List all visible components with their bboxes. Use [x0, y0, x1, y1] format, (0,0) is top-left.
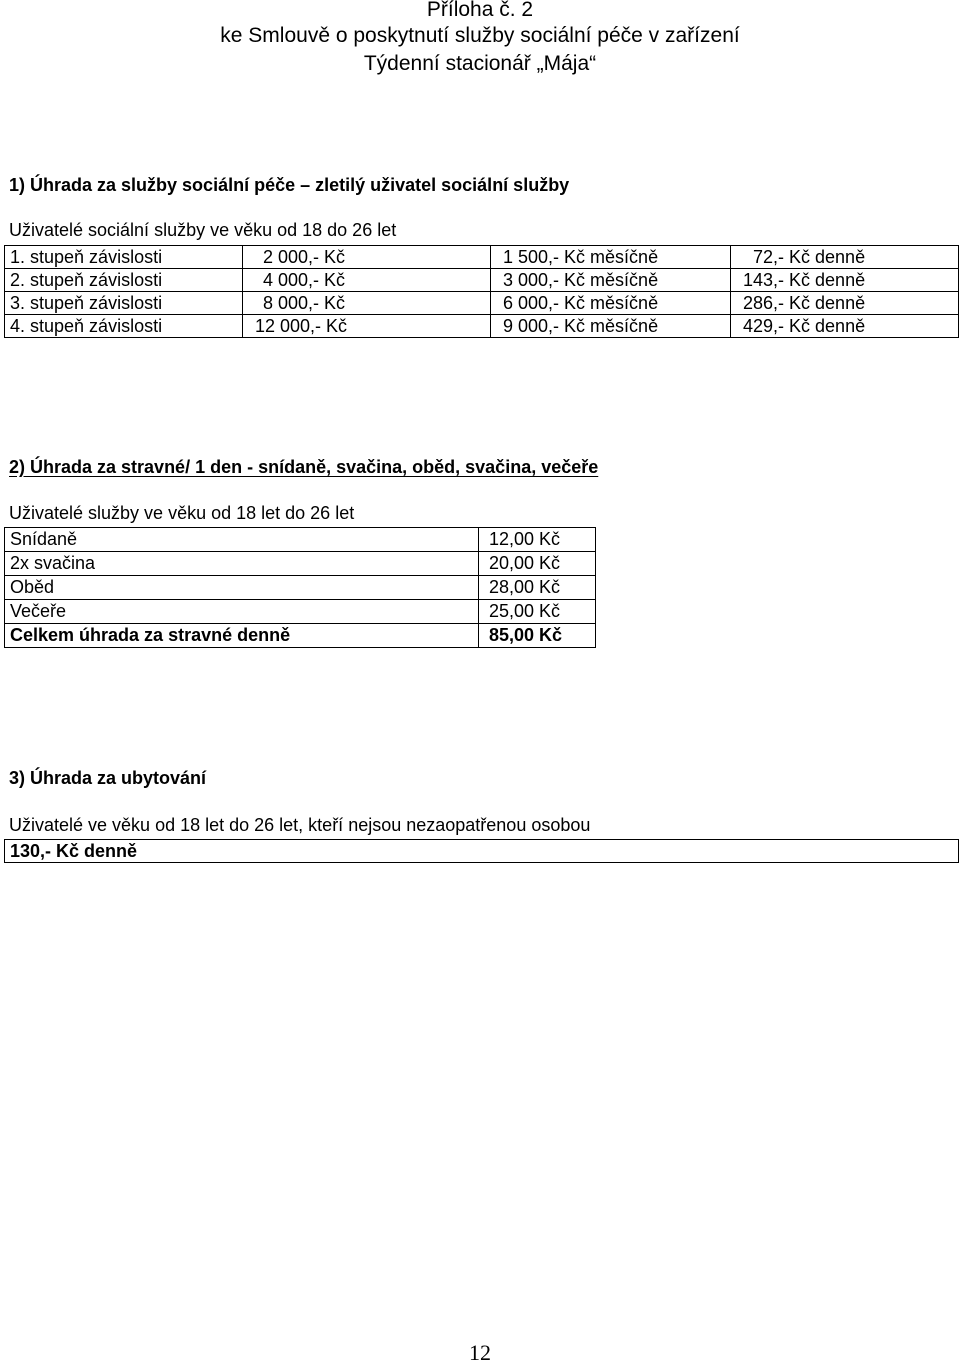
section3-title: 3) Úhrada za ubytování: [9, 768, 207, 788]
section2-subtitle: Uživatelé služby ve věku od 18 let do 26 let: [9, 503, 355, 523]
annex-title: Příloha č. 2: [426, 0, 534, 21]
meal-price: 28,00 Kč: [479, 576, 596, 600]
meal-price: 12,00 Kč: [479, 528, 596, 552]
page-number: 12: [469, 1340, 491, 1365]
meal-price: 20,00 Kč: [479, 552, 596, 576]
meal-price: 25,00 Kč: [479, 600, 596, 624]
monthly-fee: 9 000,- Kč měsíčně: [491, 315, 731, 338]
total-label: Celkem úhrada za stravné denně: [5, 624, 479, 648]
facility-title: Týdenní stacionář „Mája“: [363, 52, 597, 75]
meal-name: Oběd: [5, 576, 479, 600]
section1-title: 1) Úhrada za služby sociální péče – zletilý uživatel sociální služby: [9, 175, 570, 195]
total-price: 85,00 Kč: [479, 624, 596, 648]
accommodation-fee-table: [4, 839, 959, 863]
table-row: [5, 269, 959, 292]
meal-name: Večeře: [5, 600, 479, 624]
daily-fee: 143,- Kč denně: [731, 269, 959, 292]
dependency-level: 4. stupeň závislosti: [5, 315, 243, 338]
monthly-fee: 3 000,- Kč měsíčně: [491, 269, 731, 292]
dependency-level: 3. stupeň závislosti: [5, 292, 243, 315]
section1-subtitle: Uživatelé sociální služby ve věku od 18 do 26 let: [9, 220, 397, 240]
table-total-row: [5, 624, 596, 648]
monthly-fee: 1 500,- Kč měsíčně: [491, 246, 731, 269]
fee-amount: 2 000,- Kč: [243, 246, 491, 269]
fee-amount: 4 000,- Kč: [243, 269, 491, 292]
daily-fee: 286,- Kč denně: [731, 292, 959, 315]
table-row: [5, 840, 959, 863]
table-row: [5, 552, 596, 576]
fee-amount: 8 000,- Kč: [243, 292, 491, 315]
daily-fee: 429,- Kč denně: [731, 315, 959, 338]
monthly-fee: 6 000,- Kč měsíčně: [491, 292, 731, 315]
contract-title: ke Smlouvě o poskytnutí služby sociální péče v zařízení: [220, 24, 740, 47]
section2-title: 2) Úhrada za stravné/ 1 den - snídaně, svačina, oběd, svačina, večeře: [9, 457, 599, 477]
meal-name: 2x svačina: [5, 552, 479, 576]
daily-fee: 72,- Kč denně: [731, 246, 959, 269]
accommodation-fee: 130,- Kč denně: [5, 840, 959, 863]
section3-subtitle: Uživatelé ve věku od 18 let do 26 let, kteří nejsou nezaopatřenou osobou: [9, 815, 591, 835]
dependency-level: 1. stupeň závislosti: [5, 246, 243, 269]
table-row: [5, 292, 959, 315]
table-row: [5, 246, 959, 269]
fee-amount: 12 000,- Kč: [243, 315, 491, 338]
table-row: [5, 315, 959, 338]
care-fee-table: [4, 245, 959, 338]
table-row: [5, 600, 596, 624]
table-row: [5, 576, 596, 600]
meal-fee-table: [4, 527, 596, 648]
dependency-level: 2. stupeň závislosti: [5, 269, 243, 292]
meal-name: Snídaně: [5, 528, 479, 552]
document-header: [0, 0, 960, 78]
table-row: [5, 528, 596, 552]
